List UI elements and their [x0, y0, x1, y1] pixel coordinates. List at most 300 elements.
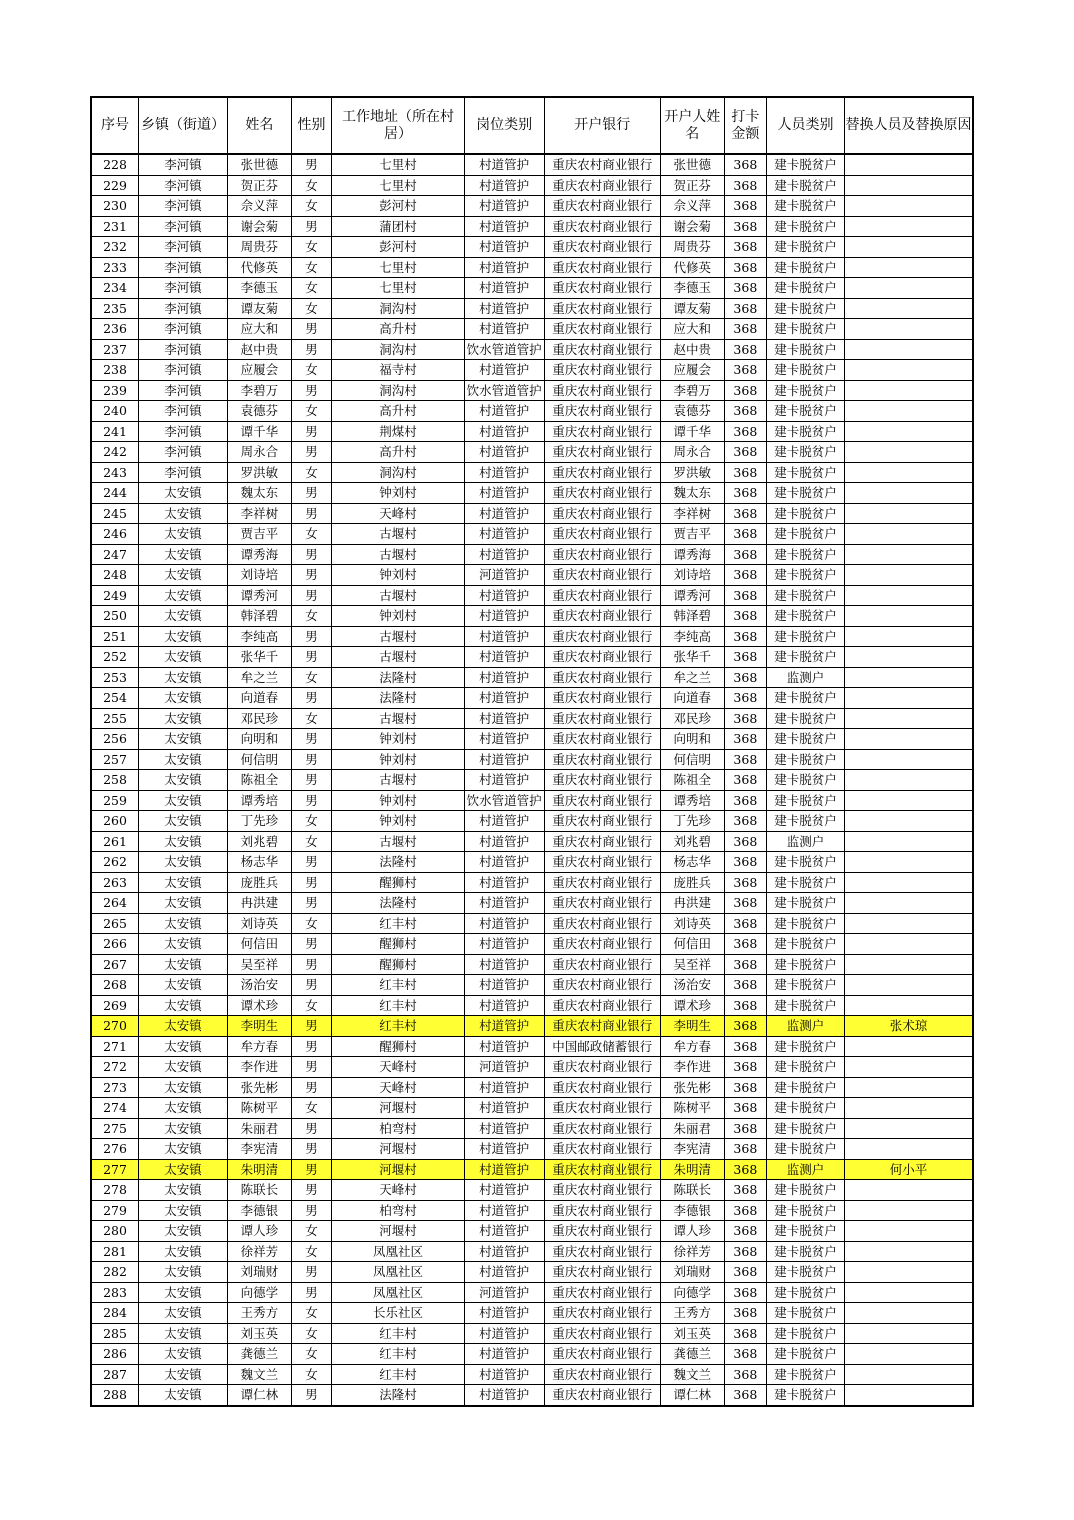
cell-sex: 女: [291, 811, 331, 832]
cell-holder: 谭秀海: [660, 544, 724, 565]
cell-town: 太安镇: [139, 565, 228, 586]
cell-post: 村道管护: [464, 1077, 544, 1098]
cell-no: 264: [91, 893, 139, 914]
cell-type: 建卡脱贫户: [767, 503, 845, 524]
cell-sex: 女: [291, 708, 331, 729]
cell-amount: 368: [724, 1241, 766, 1262]
table-row: [91, 237, 973, 258]
cell-sex: 男: [291, 790, 331, 811]
cell-no: 239: [91, 380, 139, 401]
cell-replace: [844, 257, 973, 278]
cell-name: 李宪清: [228, 1139, 292, 1160]
cell-holder: 魏文兰: [660, 1364, 724, 1385]
cell-town: 太安镇: [139, 647, 228, 668]
cell-address: 钟刘村: [332, 749, 465, 770]
cell-town: 太安镇: [139, 524, 228, 545]
cell-post: 村道管护: [464, 1180, 544, 1201]
cell-type: 监测户: [767, 831, 845, 852]
cell-amount: 368: [724, 626, 766, 647]
cell-no: 230: [91, 196, 139, 217]
cell-bank: 重庆农村商业银行: [544, 1159, 660, 1180]
cell-town: 太安镇: [139, 954, 228, 975]
cell-replace: [844, 913, 973, 934]
cell-sex: 男: [291, 1077, 331, 1098]
cell-bank: 重庆农村商业银行: [544, 1364, 660, 1385]
cell-holder: 周贵芬: [660, 237, 724, 258]
cell-amount: 368: [724, 339, 766, 360]
cell-sex: 男: [291, 749, 331, 770]
cell-sex: 女: [291, 1323, 331, 1344]
table-row: [91, 442, 973, 463]
cell-name: 龚德兰: [228, 1344, 292, 1365]
header-cell-no: 序号: [91, 97, 139, 154]
cell-replace: [844, 401, 973, 422]
cell-holder: 张先彬: [660, 1077, 724, 1098]
cell-town: 太安镇: [139, 483, 228, 504]
cell-no: 286: [91, 1344, 139, 1365]
cell-address: 红丰村: [332, 1344, 465, 1365]
cell-address: 醒狮村: [332, 954, 465, 975]
cell-holder: 谭秀河: [660, 585, 724, 606]
cell-holder: 谭友菊: [660, 298, 724, 319]
table-row: [91, 483, 973, 504]
cell-type: 建卡脱贫户: [767, 852, 845, 873]
cell-type: 建卡脱贫户: [767, 278, 845, 299]
cell-bank: 重庆农村商业银行: [544, 1016, 660, 1037]
cell-replace: [844, 1118, 973, 1139]
cell-address: 法隆村: [332, 1385, 465, 1406]
cell-no: 283: [91, 1282, 139, 1303]
cell-bank: 重庆农村商业银行: [544, 339, 660, 360]
cell-replace: [844, 421, 973, 442]
cell-bank: 重庆农村商业银行: [544, 175, 660, 196]
cell-town: 李河镇: [139, 278, 228, 299]
table-row: [91, 524, 973, 545]
cell-no: 253: [91, 667, 139, 688]
cell-holder: 龚德兰: [660, 1344, 724, 1365]
cell-no: 263: [91, 872, 139, 893]
cell-bank: 重庆农村商业银行: [544, 442, 660, 463]
cell-no: 240: [91, 401, 139, 422]
cell-address: 红丰村: [332, 1323, 465, 1344]
cell-post: 村道管护: [464, 1098, 544, 1119]
cell-address: 醒狮村: [332, 1036, 465, 1057]
cell-holder: 李明生: [660, 1016, 724, 1037]
cell-bank: 重庆农村商业银行: [544, 1241, 660, 1262]
table-row: [91, 934, 973, 955]
cell-name: 贾吉平: [228, 524, 292, 545]
cell-bank: 重庆农村商业银行: [544, 1077, 660, 1098]
cell-address: 钟刘村: [332, 729, 465, 750]
cell-address: 河堰村: [332, 1098, 465, 1119]
header-cell-name: 姓名: [228, 97, 292, 154]
cell-address: 天峰村: [332, 1180, 465, 1201]
cell-address: 洞沟村: [332, 462, 465, 483]
cell-name: 袁德芬: [228, 401, 292, 422]
cell-post: 村道管护: [464, 442, 544, 463]
cell-post: 村道管护: [464, 1241, 544, 1262]
cell-bank: 重庆农村商业银行: [544, 893, 660, 914]
cell-town: 李河镇: [139, 216, 228, 237]
cell-post: 村道管护: [464, 852, 544, 873]
table-row: [91, 257, 973, 278]
cell-address: 法隆村: [332, 667, 465, 688]
cell-holder: 李宪清: [660, 1139, 724, 1160]
cell-bank: 重庆农村商业银行: [544, 1180, 660, 1201]
cell-amount: 368: [724, 872, 766, 893]
cell-holder: 张世德: [660, 154, 724, 175]
cell-name: 陈祖全: [228, 770, 292, 791]
cell-town: 李河镇: [139, 462, 228, 483]
cell-amount: 368: [724, 1180, 766, 1201]
cell-type: 建卡脱贫户: [767, 360, 845, 381]
cell-post: 村道管护: [464, 872, 544, 893]
table-row: [91, 339, 973, 360]
cell-post: 村道管护: [464, 626, 544, 647]
cell-replace: [844, 339, 973, 360]
cell-post: 村道管护: [464, 1200, 544, 1221]
cell-town: 太安镇: [139, 872, 228, 893]
cell-type: 建卡脱贫户: [767, 1262, 845, 1283]
cell-holder: 李德银: [660, 1200, 724, 1221]
cell-amount: 368: [724, 1323, 766, 1344]
cell-bank: 重庆农村商业银行: [544, 1139, 660, 1160]
cell-address: 法隆村: [332, 688, 465, 709]
cell-post: 村道管护: [464, 237, 544, 258]
cell-type: 建卡脱贫户: [767, 647, 845, 668]
cell-post: 村道管护: [464, 749, 544, 770]
cell-post: 村道管护: [464, 995, 544, 1016]
cell-type: 建卡脱贫户: [767, 954, 845, 975]
cell-amount: 368: [724, 1057, 766, 1078]
header-cell-bank: 开户银行: [544, 97, 660, 154]
cell-holder: 李碧万: [660, 380, 724, 401]
cell-bank: 重庆农村商业银行: [544, 1385, 660, 1406]
cell-amount: 368: [724, 1139, 766, 1160]
cell-town: 太安镇: [139, 1282, 228, 1303]
header-cell-amount: 打卡金额: [724, 97, 766, 154]
cell-sex: 女: [291, 462, 331, 483]
cell-replace: [844, 1323, 973, 1344]
cell-replace: [844, 196, 973, 217]
cell-amount: 368: [724, 175, 766, 196]
cell-address: 古堰村: [332, 647, 465, 668]
cell-address: 高升村: [332, 319, 465, 340]
cell-name: 牟方春: [228, 1036, 292, 1057]
header-cell-holder: 开户人姓名: [660, 97, 724, 154]
table-row: [91, 811, 973, 832]
cell-address: 高升村: [332, 401, 465, 422]
cell-amount: 368: [724, 503, 766, 524]
cell-address: 红丰村: [332, 913, 465, 934]
cell-amount: 368: [724, 831, 766, 852]
table-row: [91, 360, 973, 381]
table-row: [91, 462, 973, 483]
cell-name: 邓民珍: [228, 708, 292, 729]
cell-type: 建卡脱贫户: [767, 729, 845, 750]
cell-amount: 368: [724, 893, 766, 914]
cell-type: 建卡脱贫户: [767, 237, 845, 258]
table-row: [91, 503, 973, 524]
cell-type: 建卡脱贫户: [767, 380, 845, 401]
cell-post: 村道管护: [464, 1016, 544, 1037]
cell-town: 太安镇: [139, 606, 228, 627]
cell-no: 228: [91, 154, 139, 175]
cell-no: 268: [91, 975, 139, 996]
cell-replace: [844, 503, 973, 524]
table-row: [91, 1077, 973, 1098]
cell-sex: 女: [291, 913, 331, 934]
table-header: [91, 97, 973, 154]
cell-sex: 男: [291, 442, 331, 463]
cell-holder: 谢会菊: [660, 216, 724, 237]
cell-no: 237: [91, 339, 139, 360]
cell-no: 250: [91, 606, 139, 627]
cell-sex: 男: [291, 565, 331, 586]
table-row: [91, 606, 973, 627]
cell-type: 建卡脱贫户: [767, 196, 845, 217]
cell-holder: 刘诗培: [660, 565, 724, 586]
cell-no: 278: [91, 1180, 139, 1201]
cell-type: 建卡脱贫户: [767, 626, 845, 647]
cell-replace: [844, 544, 973, 565]
cell-name: 丁先珍: [228, 811, 292, 832]
cell-bank: 重庆农村商业银行: [544, 401, 660, 422]
cell-holder: 李纯高: [660, 626, 724, 647]
cell-no: 280: [91, 1221, 139, 1242]
cell-holder: 李作进: [660, 1057, 724, 1078]
table-row: [91, 708, 973, 729]
cell-sex: 男: [291, 1016, 331, 1037]
cell-type: 建卡脱贫户: [767, 1118, 845, 1139]
cell-sex: 女: [291, 1344, 331, 1365]
cell-type: 建卡脱贫户: [767, 872, 845, 893]
cell-post: 村道管护: [464, 1036, 544, 1057]
cell-sex: 女: [291, 360, 331, 381]
cell-amount: 368: [724, 544, 766, 565]
cell-address: 洞沟村: [332, 380, 465, 401]
cell-no: 277: [91, 1159, 139, 1180]
cell-no: 244: [91, 483, 139, 504]
cell-town: 太安镇: [139, 1098, 228, 1119]
cell-name: 徐祥芳: [228, 1241, 292, 1262]
cell-type: 建卡脱贫户: [767, 421, 845, 442]
table-row: [91, 954, 973, 975]
cell-address: 古堰村: [332, 585, 465, 606]
cell-sex: 男: [291, 1180, 331, 1201]
cell-address: 蒲团村: [332, 216, 465, 237]
cell-address: 河堰村: [332, 1159, 465, 1180]
cell-type: 建卡脱贫户: [767, 442, 845, 463]
cell-town: 太安镇: [139, 1200, 228, 1221]
cell-town: 太安镇: [139, 770, 228, 791]
cell-sex: 男: [291, 339, 331, 360]
cell-address: 红丰村: [332, 1364, 465, 1385]
cell-address: 洞沟村: [332, 339, 465, 360]
cell-replace: [844, 770, 973, 791]
cell-no: 266: [91, 934, 139, 955]
cell-name: 朱丽君: [228, 1118, 292, 1139]
cell-address: 古堰村: [332, 524, 465, 545]
cell-no: 256: [91, 729, 139, 750]
cell-replace: [844, 1364, 973, 1385]
cell-name: 谭秀培: [228, 790, 292, 811]
cell-holder: 谭秀培: [660, 790, 724, 811]
cell-post: 村道管护: [464, 831, 544, 852]
cell-no: 247: [91, 544, 139, 565]
cell-bank: 重庆农村商业银行: [544, 913, 660, 934]
cell-amount: 368: [724, 237, 766, 258]
cell-replace: [844, 1303, 973, 1324]
cell-bank: 重庆农村商业银行: [544, 831, 660, 852]
cell-type: 建卡脱贫户: [767, 749, 845, 770]
cell-town: 李河镇: [139, 401, 228, 422]
cell-post: 村道管护: [464, 1262, 544, 1283]
cell-no: 233: [91, 257, 139, 278]
cell-bank: 重庆农村商业银行: [544, 1344, 660, 1365]
cell-no: 257: [91, 749, 139, 770]
cell-address: 古堰村: [332, 544, 465, 565]
cell-holder: 贾吉平: [660, 524, 724, 545]
cell-type: 监测户: [767, 1016, 845, 1037]
cell-type: 建卡脱贫户: [767, 934, 845, 955]
cell-replace: [844, 278, 973, 299]
cell-town: 李河镇: [139, 380, 228, 401]
cell-type: 建卡脱贫户: [767, 1057, 845, 1078]
cell-bank: 重庆农村商业银行: [544, 544, 660, 565]
cell-type: 建卡脱贫户: [767, 483, 845, 504]
cell-bank: 重庆农村商业银行: [544, 483, 660, 504]
cell-sex: 男: [291, 872, 331, 893]
cell-bank: 重庆农村商业银行: [544, 565, 660, 586]
cell-type: 建卡脱贫户: [767, 565, 845, 586]
cell-post: 村道管护: [464, 1221, 544, 1242]
cell-replace: [844, 1282, 973, 1303]
table-row: [91, 893, 973, 914]
cell-name: 李德银: [228, 1200, 292, 1221]
cell-town: 太安镇: [139, 688, 228, 709]
cell-holder: 陈祖全: [660, 770, 724, 791]
cell-post: 村道管护: [464, 1323, 544, 1344]
cell-holder: 罗洪敏: [660, 462, 724, 483]
cell-sex: 男: [291, 934, 331, 955]
cell-type: 建卡脱贫户: [767, 1098, 845, 1119]
cell-no: 273: [91, 1077, 139, 1098]
table-row: [91, 278, 973, 299]
cell-sex: 男: [291, 1057, 331, 1078]
cell-town: 李河镇: [139, 196, 228, 217]
cell-holder: 陈树平: [660, 1098, 724, 1119]
cell-no: 245: [91, 503, 139, 524]
cell-replace: [844, 626, 973, 647]
cell-no: 271: [91, 1036, 139, 1057]
cell-sex: 男: [291, 544, 331, 565]
cell-holder: 应大和: [660, 319, 724, 340]
cell-amount: 368: [724, 647, 766, 668]
cell-holder: 赵中贵: [660, 339, 724, 360]
cell-amount: 368: [724, 1262, 766, 1283]
cell-no: 281: [91, 1241, 139, 1262]
header-cell-address: 工作地址（所在村居）: [332, 97, 465, 154]
cell-sex: 女: [291, 1098, 331, 1119]
cell-no: 276: [91, 1139, 139, 1160]
cell-bank: 重庆农村商业银行: [544, 1118, 660, 1139]
table-row: [91, 380, 973, 401]
header-cell-sex: 性别: [291, 97, 331, 154]
cell-amount: 368: [724, 954, 766, 975]
cell-town: 太安镇: [139, 1323, 228, 1344]
cell-bank: 重庆农村商业银行: [544, 380, 660, 401]
cell-sex: 女: [291, 606, 331, 627]
cell-name: 罗洪敏: [228, 462, 292, 483]
cell-replace: [844, 1077, 973, 1098]
cell-holder: 袁德芬: [660, 401, 724, 422]
cell-type: 建卡脱贫户: [767, 995, 845, 1016]
cell-sex: 男: [291, 1139, 331, 1160]
roster-sheet: [90, 96, 974, 1407]
cell-bank: 重庆农村商业银行: [544, 216, 660, 237]
cell-address: 长乐社区: [332, 1303, 465, 1324]
cell-no: 255: [91, 708, 139, 729]
cell-replace: [844, 893, 973, 914]
cell-replace: [844, 708, 973, 729]
cell-address: 柏弯村: [332, 1200, 465, 1221]
cell-sex: 男: [291, 585, 331, 606]
cell-bank: 中国邮政储蓄银行: [544, 1036, 660, 1057]
cell-amount: 368: [724, 1344, 766, 1365]
cell-town: 太安镇: [139, 1159, 228, 1180]
cell-town: 太安镇: [139, 667, 228, 688]
cell-no: 261: [91, 831, 139, 852]
cell-holder: 向德学: [660, 1282, 724, 1303]
table-row: [91, 790, 973, 811]
cell-replace: [844, 606, 973, 627]
cell-town: 太安镇: [139, 1016, 228, 1037]
cell-holder: 何信田: [660, 934, 724, 955]
cell-town: 太安镇: [139, 1303, 228, 1324]
cell-no: 258: [91, 770, 139, 791]
cell-replace: [844, 175, 973, 196]
cell-type: 建卡脱贫户: [767, 298, 845, 319]
table-row: [91, 1241, 973, 1262]
cell-town: 太安镇: [139, 1036, 228, 1057]
cell-holder: 刘瑞财: [660, 1262, 724, 1283]
cell-replace: [844, 975, 973, 996]
cell-name: 代修英: [228, 257, 292, 278]
cell-town: 太安镇: [139, 1262, 228, 1283]
cell-type: 监测户: [767, 667, 845, 688]
cell-amount: 368: [724, 462, 766, 483]
table-row: [91, 1057, 973, 1078]
cell-bank: 重庆农村商业银行: [544, 647, 660, 668]
cell-name: 汤治安: [228, 975, 292, 996]
cell-bank: 重庆农村商业银行: [544, 585, 660, 606]
cell-holder: 徐祥芳: [660, 1241, 724, 1262]
cell-no: 234: [91, 278, 139, 299]
cell-name: 应大和: [228, 319, 292, 340]
cell-address: 红丰村: [332, 975, 465, 996]
cell-no: 275: [91, 1118, 139, 1139]
cell-no: 262: [91, 852, 139, 873]
cell-sex: 女: [291, 298, 331, 319]
cell-address: 高升村: [332, 442, 465, 463]
cell-town: 太安镇: [139, 1385, 228, 1406]
cell-name: 向德学: [228, 1282, 292, 1303]
cell-bank: 重庆农村商业银行: [544, 790, 660, 811]
cell-bank: 重庆农村商业银行: [544, 421, 660, 442]
cell-bank: 重庆农村商业银行: [544, 154, 660, 175]
cell-post: 村道管护: [464, 1303, 544, 1324]
